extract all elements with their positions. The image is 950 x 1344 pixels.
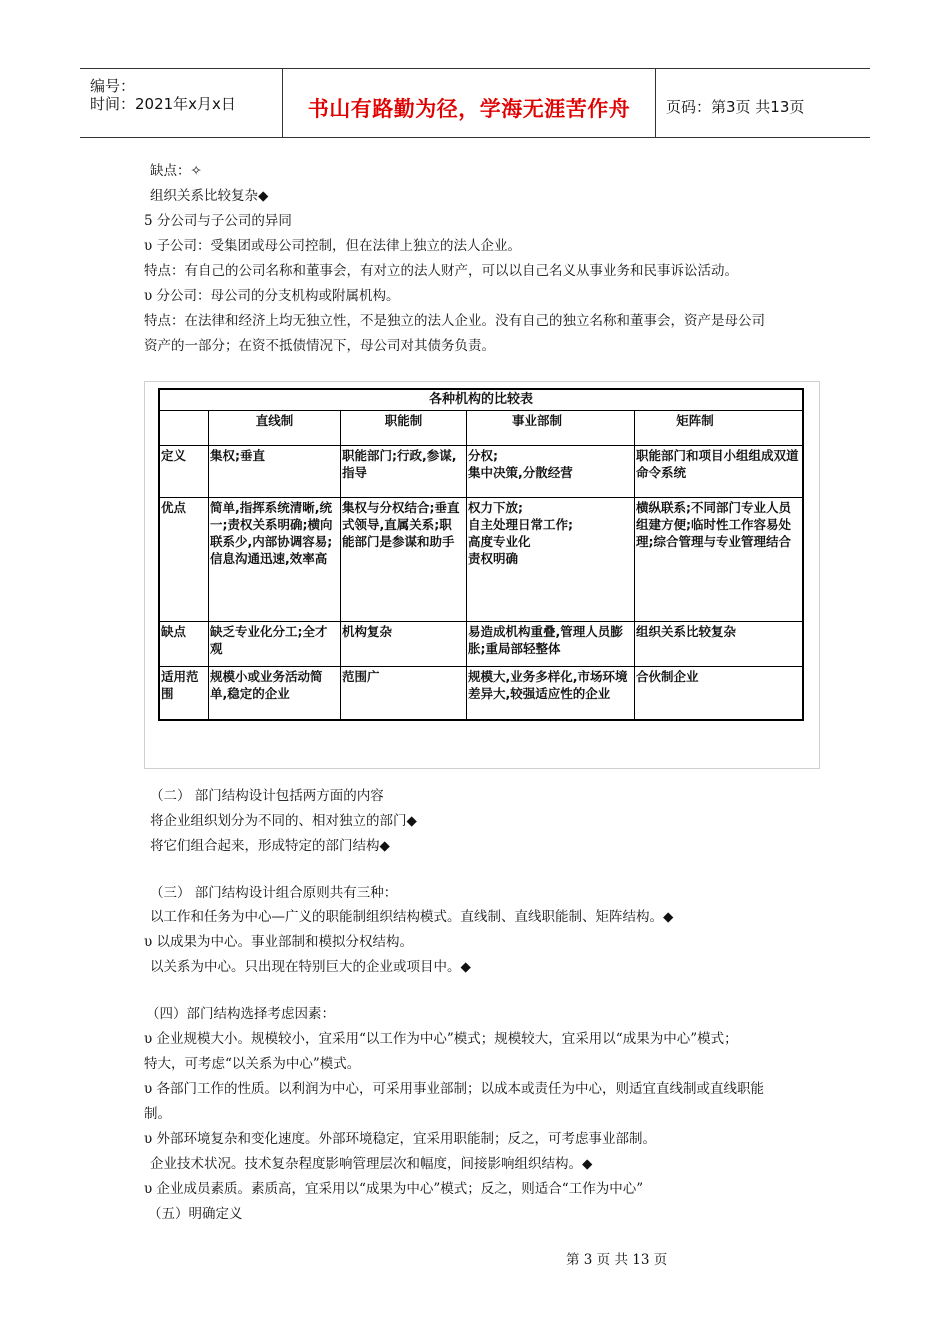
text-line: υ 企业成员素质。素质高，宜采用以“成果为中心”模式；反之，则适合“工作为中心”: [144, 1181, 644, 1197]
section-heading: （四）部门结构选择考虑因素：: [146, 1006, 335, 1022]
text-line: υ 各部门工作的性质。以利润为中心，可采用事业部制；以成本或责任为中心，则适宜直线制或直线职能: [144, 1081, 764, 1097]
table-cell: 缺乏专业化分工;全才观: [210, 624, 328, 656]
page-footer: 第 3 页 共 13 页: [566, 1252, 668, 1268]
text-line: 特点：有自己的公司名称和董事会，有对立的法人财产，可以以自己名义从事业务和民事诉讼活动。: [144, 263, 738, 279]
table-rule: [208, 410, 209, 719]
text-line: 制。: [144, 1106, 171, 1122]
table-rule: [634, 410, 635, 719]
table-cell: 集权与分权结合;垂直式领导,直属关系;职能部门是参谋和助手: [342, 500, 460, 549]
table-cell: 机构复杂: [342, 624, 393, 639]
table-rule: [160, 621, 802, 622]
text-line: υ 子公司：受集团或母公司控制，但在法律上独立的法人企业。: [144, 238, 521, 254]
page-label: 页码：第3页 共13页: [666, 98, 805, 116]
text-line: υ 外部环境复杂和变化速度。外部环境稳定，宜采用职能制；反之，可考虑事业部制。: [144, 1131, 656, 1147]
text-line: 组织关系比较复杂◆: [150, 188, 269, 204]
section-heading: （三） 部门结构设计组合原则共有三种：: [150, 885, 398, 901]
table-cell: 规模小或业务活动简单,稳定的企业: [210, 669, 323, 701]
text-line: 以关系为中心。只出现在特别巨大的企业或项目中。◆: [150, 959, 471, 975]
table-cell: 职能部门和项目小组组成双道命令系统: [636, 448, 799, 480]
row-label: 适用范围: [161, 669, 199, 701]
section-heading: （五）明确定义: [148, 1206, 243, 1222]
header-motto-cell: [283, 69, 656, 137]
table-rule: [466, 410, 467, 719]
table-rule: [160, 497, 802, 498]
text-line: 以工作和任务为中心—广义的职能制组织结构模式。直线制、直线职能制、矩阵结构。◆: [150, 909, 674, 925]
table-title: 各种机构的比较表: [428, 392, 533, 407]
comparison-table: [158, 388, 804, 721]
table-cell: 组织关系比较复杂: [636, 624, 737, 639]
text-line: 特点：在法律和经济上均无独立性，不是独立的法人企业。没有自己的独立名称和董事会，资产是母公司: [144, 313, 765, 329]
table-cell: 合伙制企业: [636, 669, 699, 684]
text-line: 企业技术状况。技术复杂程度影响管理层次和幅度，间接影响组织结构。◆: [150, 1156, 593, 1172]
table-cell: 规模大,业务多样化,市场环境差异大,较强适应性的企业: [468, 669, 628, 701]
table-cell: 易造成机构重叠,管理人员膨胀;重局部轻整体: [468, 624, 623, 656]
row-label: 缺点: [161, 624, 187, 639]
text-line: 将企业组织划分为不同的、相对独立的部门◆: [150, 813, 417, 829]
table-cell: 简单,指挥系统清晰,统一;责权关系明确;横向联系少,内部协调容易;信息沟通迅速,效率高: [210, 500, 333, 566]
table-cell: 范围广: [342, 669, 380, 684]
table-cell: 横纵联系;不同部门专业人员组建方便;临时性工作容易处理;综合管理与专业管理结合: [636, 500, 791, 549]
text-line: 缺点：✧: [150, 163, 202, 179]
table-cell: 集权;垂直: [210, 448, 265, 463]
code-label: 编号：: [90, 77, 136, 95]
table-cell: 分权; 集中决策,分散经营: [468, 448, 573, 480]
text-line: 将它们组合起来，形成特定的部门结构◆: [150, 838, 390, 854]
table-header: 职能制: [384, 413, 423, 428]
page-header: [80, 68, 870, 138]
table-rule: [160, 666, 802, 667]
table-rule: [160, 410, 802, 411]
text-line: 资产的一部分；在资不抵债情况下，母公司对其债务负责。: [144, 338, 495, 354]
table-header: 直线制: [255, 413, 294, 428]
text-line: υ 分公司：母公司的分支机构或附属机构。: [144, 288, 400, 304]
table-rule: [160, 445, 802, 446]
text-line: υ 企业规模大小。规模较小，宜采用“以工作为中心”模式；规模较大，宜采用以“成果为中心”模式；: [144, 1031, 738, 1047]
table-header: 事业部制: [511, 413, 562, 428]
table-cell: 权力下放; 自主处理日常工作; 高度专业化 责权明确: [468, 500, 573, 566]
row-label: 定义: [161, 448, 187, 463]
header-page-cell: [656, 69, 870, 137]
section-heading: 5 分公司与子公司的异同: [144, 213, 292, 229]
row-label: 优点: [161, 500, 187, 515]
header-info-cell: [80, 69, 283, 137]
table-rule: [340, 410, 341, 719]
time-label: 时间：2021年x月x日: [90, 95, 236, 113]
table-header: 矩阵制: [676, 413, 714, 428]
section-heading: （二） 部门结构设计包括两方面的内容: [150, 788, 384, 804]
motto: 书山有路勤为径，学海无涯苦作舟: [307, 97, 631, 121]
text-line: 特大，可考虑“以关系为中心”模式。: [144, 1056, 361, 1072]
text-line: υ 以成果为中心。事业部制和模拟分权结构。: [144, 934, 413, 950]
table-cell: 职能部门;行政,参谋,指导: [342, 448, 457, 480]
